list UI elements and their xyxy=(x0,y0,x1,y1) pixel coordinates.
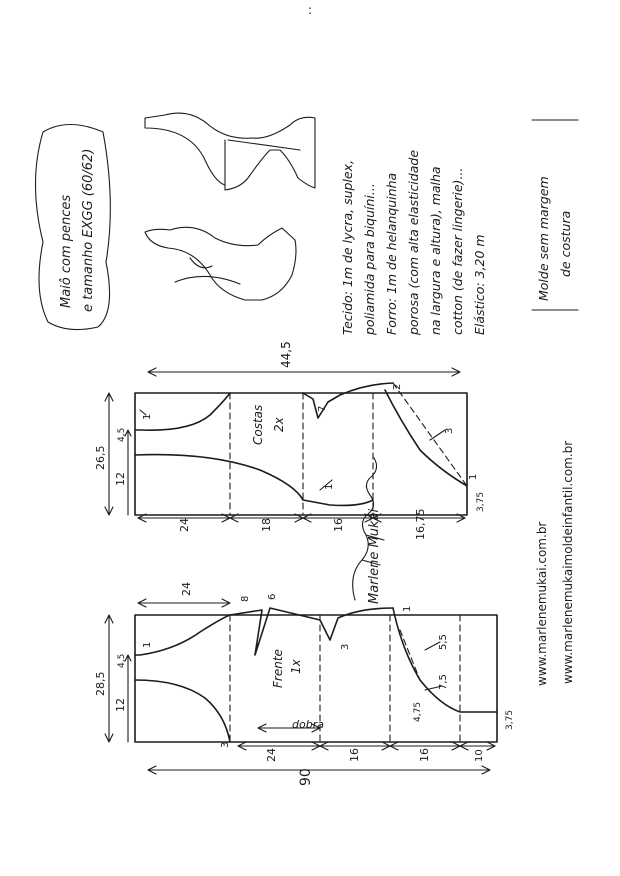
lining-line2: porosa (com alta elasticidade xyxy=(406,149,421,335)
back-h-top: 1 xyxy=(142,413,153,420)
elastic-line: Elástico: 3,20 m xyxy=(472,234,487,335)
title-line1: Maiô com pences xyxy=(59,194,74,308)
front-h-top: 1 xyxy=(142,641,153,648)
fabric-line2: poliamida para biquíni... xyxy=(362,183,377,335)
back-view-sketch xyxy=(145,113,315,190)
front-dart-a: 8 xyxy=(240,595,251,602)
front-dart-depth: 3 xyxy=(340,643,351,650)
back-piece-qty: 2x xyxy=(272,417,286,432)
back-width-label: 44,5 xyxy=(279,341,293,368)
back-pattern-piece xyxy=(94,341,486,540)
lining-line4: cotton (de fazer lingerie)... xyxy=(450,167,465,335)
back-corner-bottom: 3,75 xyxy=(476,491,486,512)
front-seg2: 16 xyxy=(348,748,361,762)
lining-line3: na largura e altura), malha xyxy=(428,166,443,335)
front-seg4: 10 xyxy=(474,749,485,762)
back-notch-b: 7 xyxy=(317,405,328,412)
signature-text: Marlene Mukai xyxy=(367,508,382,604)
front-height-label: 28,5 xyxy=(94,671,107,696)
front-h-small: 4,5 xyxy=(117,653,127,668)
front-width-label: 90 xyxy=(298,768,314,786)
back-seg3: 16 xyxy=(332,518,345,532)
front-pattern-piece xyxy=(94,582,515,786)
back-h-small: 4,5 xyxy=(117,427,127,442)
website-2: www.marlenemukaimoldeinfantil.com.br xyxy=(561,440,575,684)
title-line2: e tamanho EXGG (60/62) xyxy=(81,148,96,312)
front-view-sketch xyxy=(145,227,296,300)
fabric-line1: Tecido: 1m de lycra, suplex, xyxy=(340,160,355,335)
front-corner-bottom: 3,75 xyxy=(505,709,515,730)
materials-block xyxy=(340,150,487,336)
website-1: www.marlenemukai.com.br xyxy=(535,521,549,686)
lining-line1: Forro: 1m de helanquinha xyxy=(384,172,399,335)
front-corner: 3 xyxy=(220,741,231,748)
back-seg4: 16,75 xyxy=(414,508,427,540)
back-notch-d: 1 xyxy=(468,473,479,480)
back-piece-label: Costas xyxy=(251,404,265,445)
front-piece-qty: 1x xyxy=(289,659,303,674)
back-height-label: 26,5 xyxy=(94,445,107,470)
corner-mark: : xyxy=(308,3,313,17)
front-seg3: 16 xyxy=(418,748,431,762)
front-notch: 1 xyxy=(402,605,413,612)
front-curve-a: 5,5 xyxy=(438,634,449,650)
front-seg1: 24 xyxy=(265,748,278,762)
front-top-seg: 24 xyxy=(180,582,193,596)
front-curve-b: 7,5 xyxy=(438,674,449,690)
front-dart-b: 6 xyxy=(267,593,278,600)
front-h-bottom: 12 xyxy=(114,698,127,712)
front-fold-label: dobra xyxy=(292,718,324,731)
seam-note-line1: Molde sem margem xyxy=(536,176,551,301)
back-notch-a: 1 xyxy=(324,483,335,490)
seam-note xyxy=(532,120,578,310)
back-h-bottom: 12 xyxy=(114,472,127,486)
back-seg1: 24 xyxy=(178,518,191,532)
front-curve-c: 4,75 xyxy=(413,701,423,722)
back-seg2: 18 xyxy=(260,518,273,532)
back-curve-mark: 3 xyxy=(444,427,455,434)
seam-note-line2: de costura xyxy=(558,210,573,277)
front-piece-label: Frente xyxy=(271,649,285,688)
title-block xyxy=(36,125,111,330)
back-notch-c: 2 xyxy=(392,383,403,390)
